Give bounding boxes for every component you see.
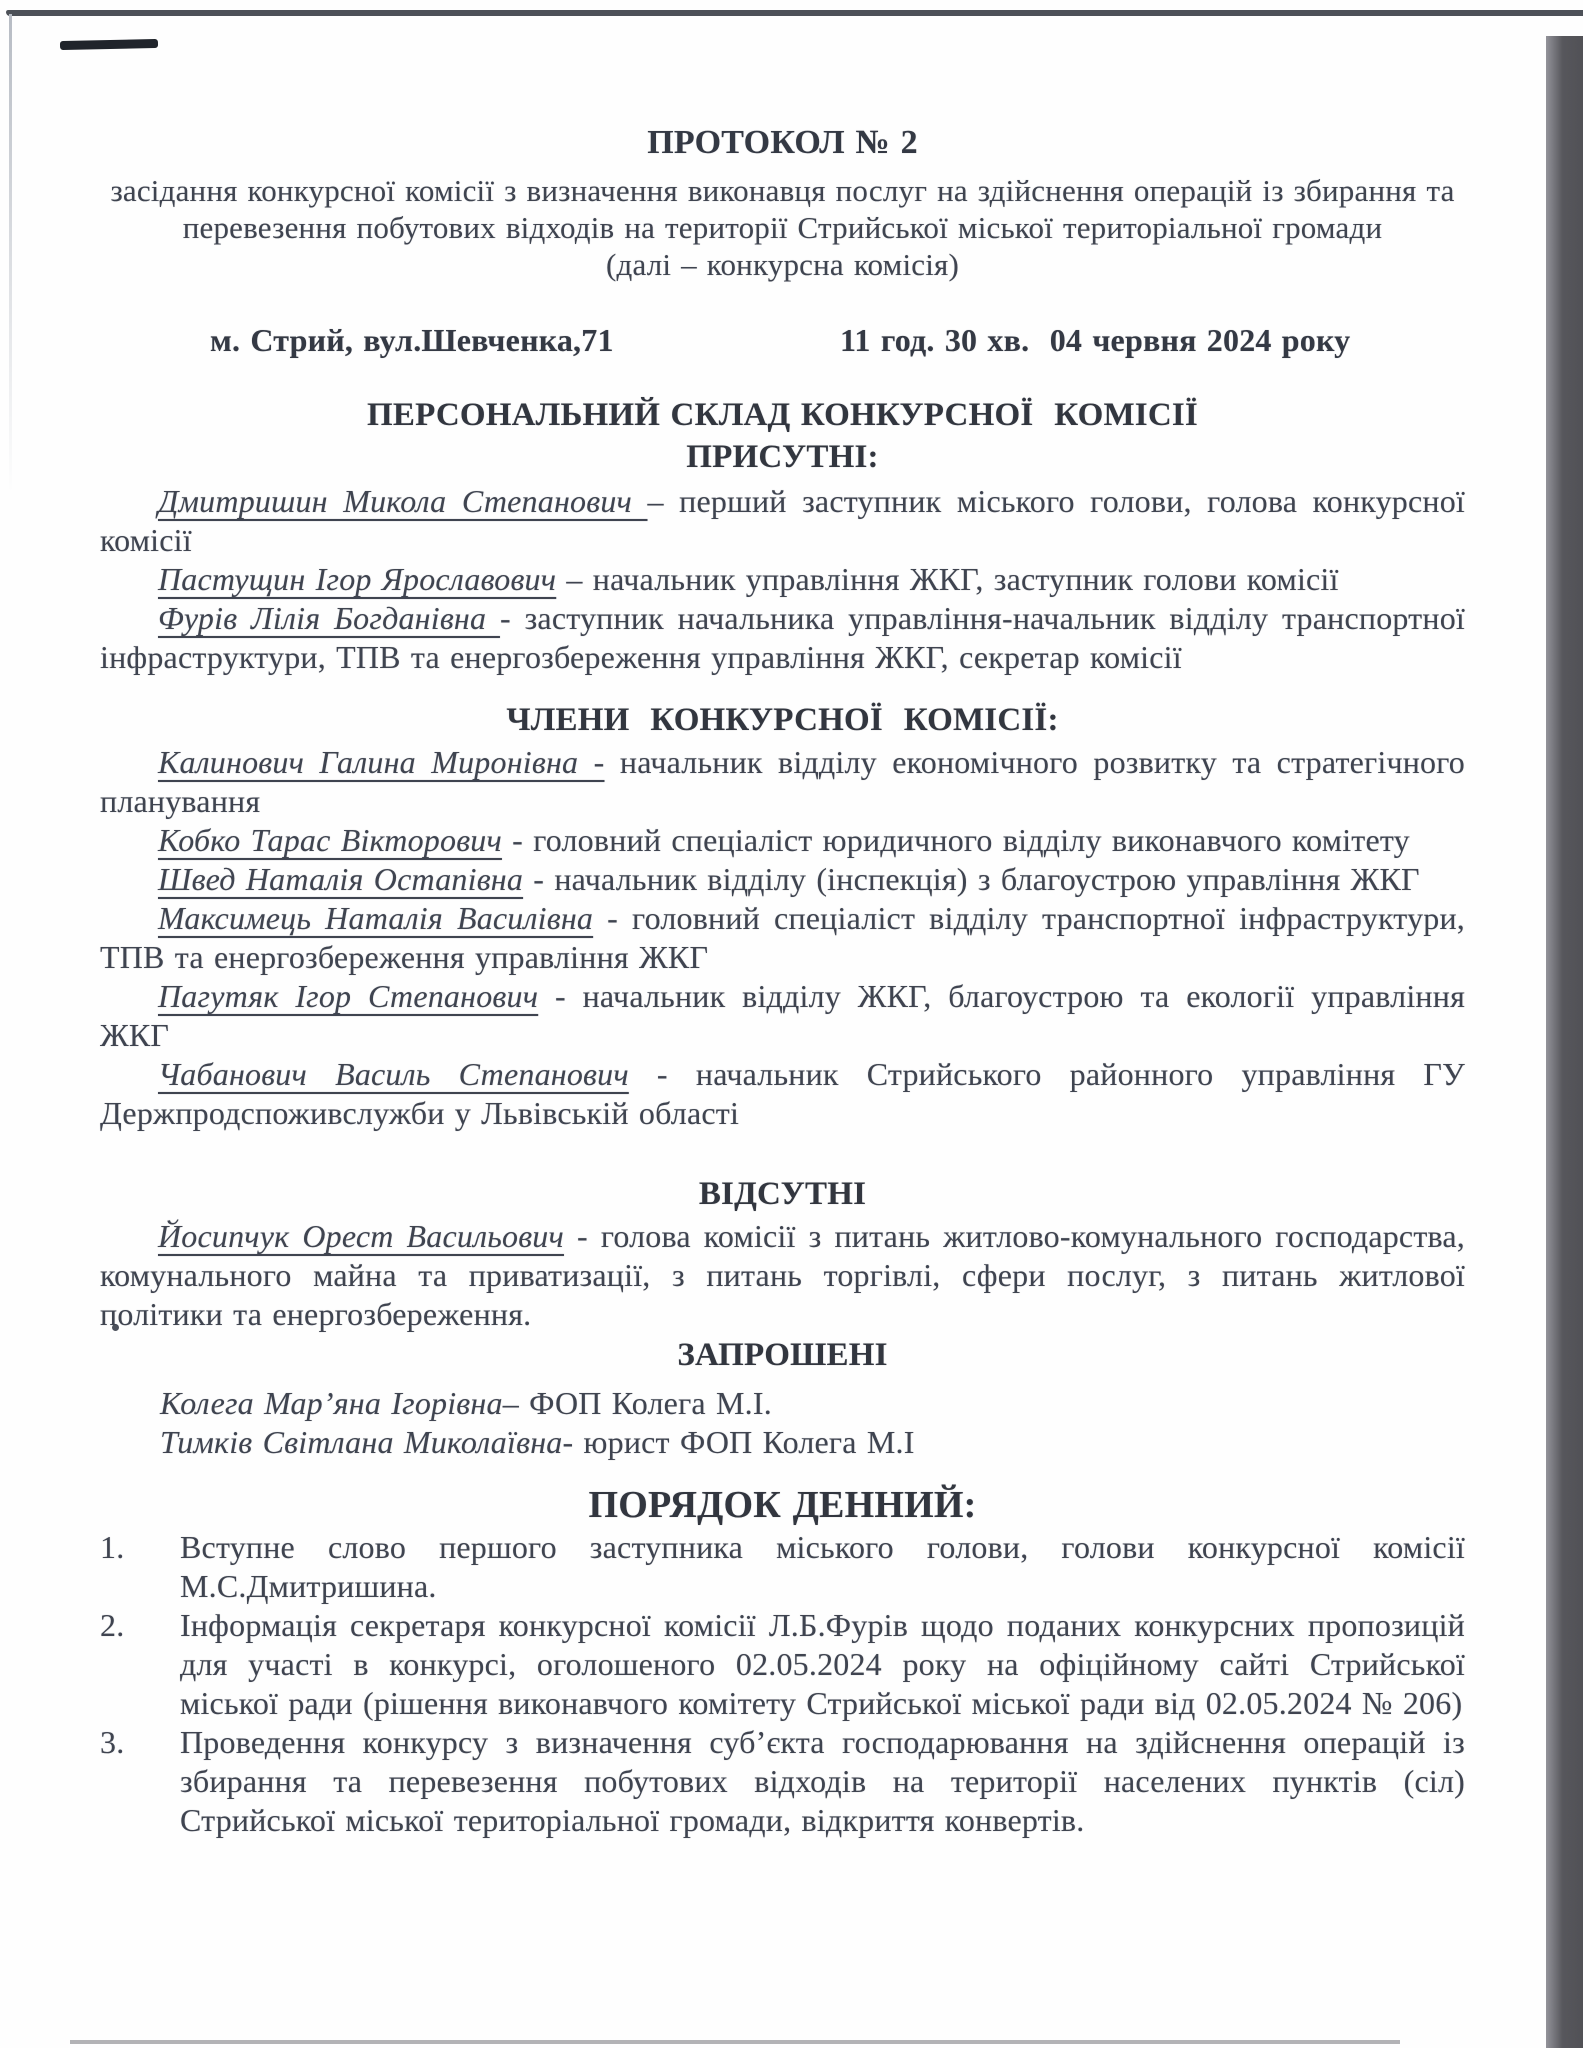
agenda-item <box>100 1606 1465 1723</box>
invited-heading: ЗАПРОШЕНІ <box>677 1337 888 1373</box>
meta-row <box>100 321 1465 362</box>
person-role: - начальник відділу (інспекція) з благоустрою управління ЖКГ <box>533 861 1420 897</box>
person-name: Йосипчук Орест Васильович <box>158 1218 564 1254</box>
person-item <box>100 743 1465 821</box>
present-list <box>100 482 1465 677</box>
agenda-text: Вступне слово першого заступника міського голови, голови конкурсної комісії М.С.Дмитришина. <box>180 1529 1465 1604</box>
scan-left-edge <box>9 14 12 494</box>
person-name: Дмитришин Микола Степанович <box>158 483 648 519</box>
person-name: Швед Наталія Остапівна <box>158 861 524 897</box>
person-item <box>100 1055 1465 1133</box>
person-item <box>100 899 1465 977</box>
person-role: начальник відділу економічного розвитку та стратегічного планування <box>100 744 1465 819</box>
person-item <box>100 599 1465 677</box>
invitee-item <box>100 1423 1465 1462</box>
person-name: Калинович Галина Миронівна - <box>158 744 605 780</box>
person-item <box>100 482 1465 560</box>
meeting-datetime: 11 год. 30 хв. 04 червня 2024 року <box>840 322 1351 358</box>
invitee-name: Тимків Світлана Миколаївна <box>160 1424 563 1460</box>
person-item <box>100 860 1465 899</box>
invitee-role: – ФОП Колега М.І. <box>502 1385 772 1421</box>
invitee-item <box>100 1384 1465 1423</box>
agenda-text: Проведення конкурсу з визначення суб’єкта господарювання на здійснення операцій із збирання та перевезення побутових відходів на території населених пунктів (сіл) Стрийської міської територіальної громади, відкриття конвертів. <box>180 1724 1465 1838</box>
invited-list <box>100 1384 1465 1462</box>
document-parenthetical: (далі – конкурсна комісія) <box>605 247 960 282</box>
agenda-item <box>100 1723 1465 1840</box>
person-role: – начальник управління ЖКГ, заступник голови комісії <box>566 561 1339 597</box>
meeting-place: м. Стрий, вул.Шевченка,71 <box>210 322 614 358</box>
invitee-role: - юрист ФОП Колега М.І <box>562 1424 915 1460</box>
members-list <box>100 743 1465 1133</box>
present-heading: ПРИСУТНІ: <box>686 439 879 475</box>
person-item <box>100 977 1465 1055</box>
person-name: Пастущин Ігор Ярославович <box>158 561 557 597</box>
absent-heading: ВІДСУТНІ <box>698 1176 867 1212</box>
document-subtitle: засідання конкурсної комісії з визначення виконавця послуг на здійснення операцій із збирання та перевезення побутових відходів на території Стрийської міської територіальної громади <box>110 173 1455 245</box>
agenda-number: 1. <box>100 1529 125 1565</box>
scan-bottom-shadow <box>70 2040 1400 2044</box>
person-item <box>100 1217 1465 1334</box>
person-role: - головний спеціаліст юридичного відділу виконавчого комітету <box>512 822 1410 858</box>
person-name: Чабанович Василь Степанович <box>158 1056 629 1092</box>
agenda-list <box>100 1528 1465 1840</box>
agenda-number: 2. <box>100 1607 125 1643</box>
person-role: - голова комісії з питань житлово-комунального господарства, комунального майна та приватизації, з питань торгівлі, сфери послуг, з питань житлової політики та енергозбереження. <box>100 1218 1466 1332</box>
members-heading: ЧЛЕНИ КОНКУРСНОЇ КОМІСІЇ: <box>506 702 1059 738</box>
person-role: - заступник начальника управління-начальник відділу транспортної інфраструктури, ТПВ та енергозбереження управління ЖКГ, секретар комісії <box>100 600 1465 675</box>
person-role: - головний спеціаліст відділу транспортної інфраструктури, ТПВ та енергозбереження управління ЖКГ <box>100 900 1465 975</box>
scan-right-edge <box>1546 36 1583 2048</box>
person-item <box>100 560 1465 599</box>
agenda-number: 3. <box>100 1724 125 1760</box>
agenda-item <box>100 1528 1465 1606</box>
invitee-name: Колега Мар’яна Ігорівна <box>160 1385 503 1421</box>
agenda-heading: ПОРЯДОК ДЕННИЙ: <box>588 1484 977 1526</box>
person-name: Фурів Лілія Богданівна <box>158 600 500 636</box>
person-name: Максимець Наталія Василівна <box>158 900 594 936</box>
document-content <box>100 0 1465 1840</box>
person-item <box>100 821 1465 860</box>
document-title: ПРОТОКОЛ № 2 <box>647 124 918 161</box>
person-role: – перший заступник міського голови, голова конкурсної комісії <box>100 483 1465 558</box>
absent-list <box>100 1217 1465 1334</box>
person-role: - начальник відділу ЖКГ, благоустрою та екології управління ЖКГ <box>100 978 1465 1053</box>
person-role: - начальник Стрийського районного управління ГУ Держпродспоживслужби у Львівській області <box>100 1056 1465 1131</box>
person-name: Пагутяк Ігор Степанович <box>158 978 539 1014</box>
composition-heading: ПЕРСОНАЛЬНИЙ СКЛАД КОНКУРСНОЇ КОМІСІЇ <box>367 397 1198 433</box>
agenda-text: Інформація секретаря конкурсної комісії Л.Б.Фурів щодо поданих конкурсних пропозицій для участі в конкурсі, оголошеного 02.05.2024 року на офіційному сайті Стрийської міської ради (рішення виконавчого комітету Стрийської міської ради від 02.05.2024 № 206) <box>180 1607 1465 1721</box>
person-name: Кобко Тарас Вікторович <box>158 822 502 858</box>
